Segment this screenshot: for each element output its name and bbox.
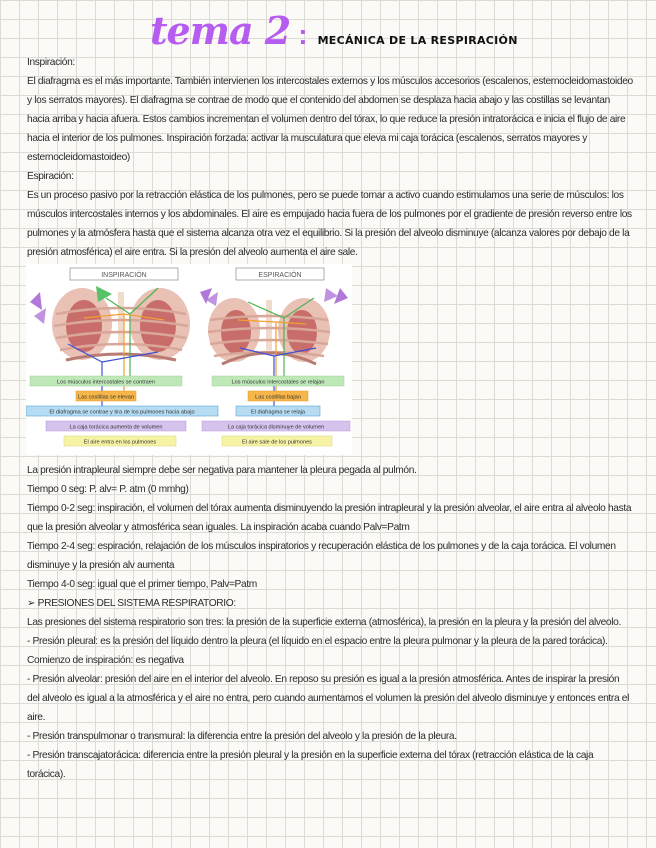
presion-transpulmonar: - Presión transpulmonar o transmural: la diferencia entre la presión del alveolo y la presión de la pleura. <box>27 731 457 742</box>
title-main: tema 2 <box>150 8 291 53</box>
presiones-heading: ➢ PRESIONES DEL SISTEMA RESPIRATORIO: <box>27 598 236 609</box>
presion-transcajatoracica: - Presión transcajatorácica: diferencia entre la presión pleural y la presión en la superficie externa del tórax (retracción elástica de la caja torácica). <box>27 750 594 780</box>
left-labels <box>26 376 218 446</box>
right-label-1: Los músculos intercostales se relajan <box>231 379 325 386</box>
left-label-2: Las costillas se elevan <box>78 394 134 401</box>
right-label-5: El aire sale de los pulmones <box>242 439 312 446</box>
right-label-4: La caja torácica disminuye de volumen <box>227 424 325 431</box>
pleura-note: La presión intrapleural siempre debe ser negativa para mantener la pleura pegada al pulmón. <box>27 465 417 476</box>
title <box>150 8 518 52</box>
title-colon: : <box>298 19 308 50</box>
inspiracion-heading: Inspiración: <box>27 57 75 68</box>
right-label-2: Las costillas bajan <box>255 394 301 401</box>
espiracion-body: Es un proceso pasivo por la retracción elástica de los pulmones, pero se puede tornar a activo cuando estimulamos una serie de músculos: los músculos intercostales internos y los abdominales. El aire es empujado hacia fuera de los pulmones por el gradiente de presión reverso entre los pulmones y la atmósfera hasta que el sistema alcanza otra vez el equilibrio. Si la presión del alveolo disminuye (alcanza valores por debajo de la presión atmosférica) el aire entra. Si la presión del alveolo aumenta el aire sale. <box>27 190 632 258</box>
breathing-mechanics-figure <box>26 264 352 455</box>
left-label-5: El aire entra en los pulmones <box>83 439 157 446</box>
right-ribcage-illustration <box>208 298 330 364</box>
left-ribcage-illustration <box>52 288 190 360</box>
left-title: INSPIRACIÓN <box>101 272 147 279</box>
tiempo-2-4: Tiempo 2-4 seg: espiración, relajación de los músculos inspiratorios y recuperación elástica de los pulmones y de la caja torácica. El volumen disminuye y la presión alv aumenta <box>27 541 616 571</box>
right-label-3: El diafragma se relaja <box>250 409 306 416</box>
title-subtitle: MECÁNICA DE LA RESPIRACIÓN <box>317 34 518 47</box>
presion-alveolar: - Presión alveolar: presión del aire en el interior del alveolo. En reposo su presión es igual a la presión atmosférica. Antes de inspirar la presión del alveolo es igual a la atmosférica y el aire no entra, pero cuando aumentamos el volumen la presión del alveolo disminuye y entonces entra el aire. <box>27 674 629 723</box>
top-text-block <box>27 53 633 262</box>
bottom-text-block <box>27 461 633 784</box>
left-label-4: La caja torácica aumenta de volumen <box>69 424 163 431</box>
presion-pleural: - Presión pleural: es la presión del líquido dentro la pleura (el líquido en el espacio entre la pleura pulmonar y la pleura de la pared torácica). Comienzo de inspiración: es negativa <box>27 636 608 666</box>
tiempo-4-0: Tiempo 4-0 seg: igual que el primer tiempo, Palv=Patm <box>27 579 257 590</box>
tiempo-0: Tiempo 0 seg: P. alv= P. atm (0 mmhg) <box>27 484 189 495</box>
right-title: ESPIRACIÓN <box>258 272 302 279</box>
presiones-intro: Las presiones del sistema respiratorio son tres: la presión de la superficie externa (atmosférica), la presión en la pleura y la presión del alveolo. <box>27 617 621 628</box>
left-label-3: El diafragma se contrae y tira de los pulmones hacia abajo <box>49 409 195 416</box>
espiracion-heading: Espiración: <box>27 171 74 182</box>
tiempo-0-2: Tiempo 0-2 seg: inspiración, el volumen del tórax aumenta disminuyendo la presión intrapleural y la presión alveolar, el aire entra al alveolo hasta que la presión alveolar y atmosférica sean iguales. La inspiración acaba cuando Palv=Patm <box>27 503 632 533</box>
inspiracion-body: El diafragma es el más importante. También intervienen los intercostales externos y los músculos accesorios (escalenos, esternocleidomastoideo y los serratos mayores). El diafragma se contrae de modo que el contenido del abdomen se desplaza hacia abajo y las costillas se levantan hacia arriba y hacia afuera. Estos cambios incrementan el volumen dentro del tórax, lo que reduce la presión intratorácica e inicia el flujo de aire hacia el interior de los pulmones. Inspiración forzada: activar la musculatura que eleva mi caja torácica (escalenos, serratos mayores y esternocleidomastoideo) <box>27 76 633 163</box>
left-label-1: Los músculos intercostales se contraen <box>57 379 155 386</box>
figure-svg <box>26 264 352 455</box>
